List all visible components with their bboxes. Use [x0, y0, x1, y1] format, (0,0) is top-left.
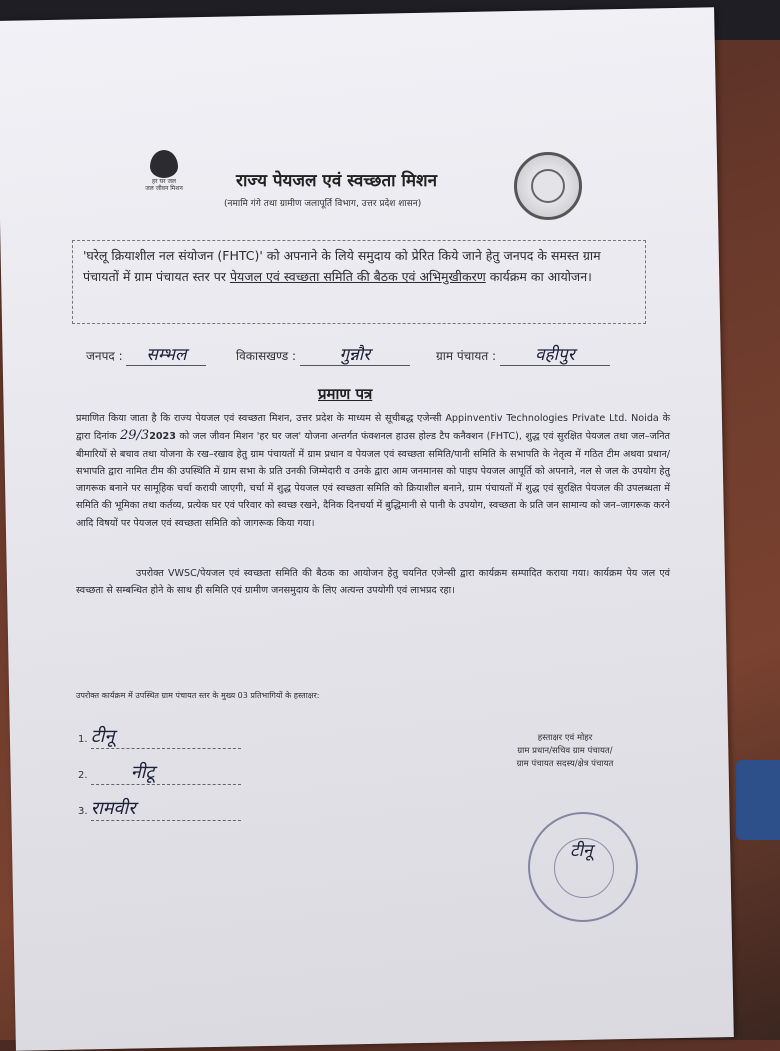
logo-text-1: हर घर जल: [152, 178, 176, 185]
intro-box: [72, 240, 646, 324]
signature-1: टीनू: [90, 726, 115, 747]
stamp-signature: टीनू: [570, 841, 593, 861]
sign-line-2: ग्राम प्रधान/सचिव ग्राम पंचायत/: [517, 746, 613, 756]
jal-jeevan-mission-logo: [134, 150, 194, 192]
block-field: [236, 342, 410, 366]
intro-text-1: 'घरेलू क्रियाशील नल संयोजन (FHTC)' को अपनाने के लिये समुदाय को प्रेरित किये जाने हेतु जनपद के समस्त ग्राम पंचायतों में ग्राम पंचायत स्तर पर: [83, 248, 601, 284]
participant-signature-2: [78, 760, 241, 785]
logo-text-2: जल जीवन मिशन: [145, 185, 183, 192]
signature-2: नीटू: [130, 762, 155, 783]
page-title: राज्य पेयजल एवं स्वच्छता मिशन: [236, 171, 438, 191]
para1-text-a: प्रमाणित किया जाता है कि राज्य पेयजल एवं स्वच्छता मिशन, उत्तर प्रदेश के माध्यम से सूचीबद्ध एजेन्सी Appinventiv Technologies Private Ltd. Noida के द्वारा दिनांक: [76, 413, 670, 443]
district-field: [86, 342, 206, 366]
signature-3: रामवीर: [90, 798, 136, 819]
water-drop-icon: [150, 150, 178, 178]
participant-signature-3: [78, 796, 241, 821]
para1-text-b: को जल जीवन मिशन 'हर घर जल' योजना अन्तर्गत फंक्शनल हाउस होल्ड टैप कनैक्शन (FHTC), शुद्ध एवं सुरक्षित पेयजल तथा जल–जनित बीमारियों से बचाव तथा योजना के रख–रखाव हेतु ग्राम पंचायतों में ग्राम प्रधान व पेयजल एवं स्वच्छता समिति/पानी समिति के सभापति के नेतृत्व में गठित टीम अथवा प्रधान/सभापति द्वारा नामित टीम की उपस्थिति में ग्राम सभा के प्रति उनकी जिम्मेदारी व उनके द्वारा आम जनमानस को पाइप पेयजल आपूर्ति को अपनाने, नल से जल के उपयोग हेतु जागरूक बनाने पर सामूहिक चर्चा करायी जाएगी, चर्चा में शुद्ध पेयजल एवं स्वच्छता समिति को क्रियाशील बनाने, ग्राम पंचायतों में शुद्ध एवं सुरक्षित पेयजल की उपलब्धता में समिति की भूमिका तथा कर्तव्य, प्रत्येक घर एवं परिवार को स्वच्छ रखने, दैनिक दिनचर्या में बुद्धिमानी से पानी के उपयोग, स्वच्छता के प्रति जन सामान्य को जन–जागरूक करने आदि विषयों पर पेयजल एवं स्वच्छता समिति को जागरूक किया गया।: [76, 431, 671, 529]
certificate-paragraph-1: [76, 410, 670, 532]
date-handwritten: 29/3: [120, 428, 150, 444]
intro-text-underlined: पेयजल एवं स्वच्छता समिति की बैठक एवं अभिमुखीकरण: [229, 269, 486, 284]
official-stamp: [528, 812, 638, 922]
participants-heading: उपरोक्त कार्यक्रम में उपस्थित ग्राम पंचायत स्तर के मुख्य 03 प्रतिभागियों के हस्ताक्षर:: [76, 691, 320, 700]
gp-value: वहीपुर: [535, 345, 575, 365]
block-value: गुन्नौर: [339, 345, 371, 365]
district-label: जनपद :: [86, 349, 123, 363]
certificate-title: प्रमाण पत्र: [318, 385, 373, 403]
block-label: विकासखण्ड :: [236, 349, 297, 363]
emblem-inner-ring: [531, 169, 565, 203]
gp-label: ग्राम पंचायत :: [436, 349, 497, 363]
district-value: सम्भल: [146, 345, 187, 365]
sign-line-3: ग्राम पंचायत सदस्य/क्षेत्र पंचायत: [516, 759, 614, 769]
participant-number: 2.: [78, 770, 88, 781]
certificate-paragraph-2: उपरोक्त VWSC/पेयजल एवं स्वच्छता समिति की बैठक का आयोजन हेतु चयनित एजेन्सी द्वारा कार्यक्रम सम्पादित कराया गया। कार्यक्रम पेय जल एवं स्वच्छता से सम्बन्धित होने के साथ ही समिति एवं ग्रामीण जनसमुदाय के लिए अत्यन्त उपयोगी एवं लाभप्रद रहा।: [76, 568, 670, 597]
authority-sign-block: [470, 732, 660, 771]
participant-number: 3.: [78, 806, 88, 817]
date-year: 2023: [149, 431, 176, 443]
participant-number: 1.: [78, 734, 88, 745]
up-govt-emblem-icon: [514, 152, 582, 220]
page-subtitle: (नमामि गंगे तथा ग्रामीण जलापूर्ति विभाग, उत्तर प्रदेश शासन): [224, 199, 422, 209]
participant-signature-1: [78, 724, 241, 749]
sign-line-1: हस्ताक्षर एवं मोहर: [537, 733, 593, 743]
gram-panchayat-field: [436, 342, 610, 366]
intro-text-2: कार्यक्रम का आयोजन।: [485, 269, 592, 284]
